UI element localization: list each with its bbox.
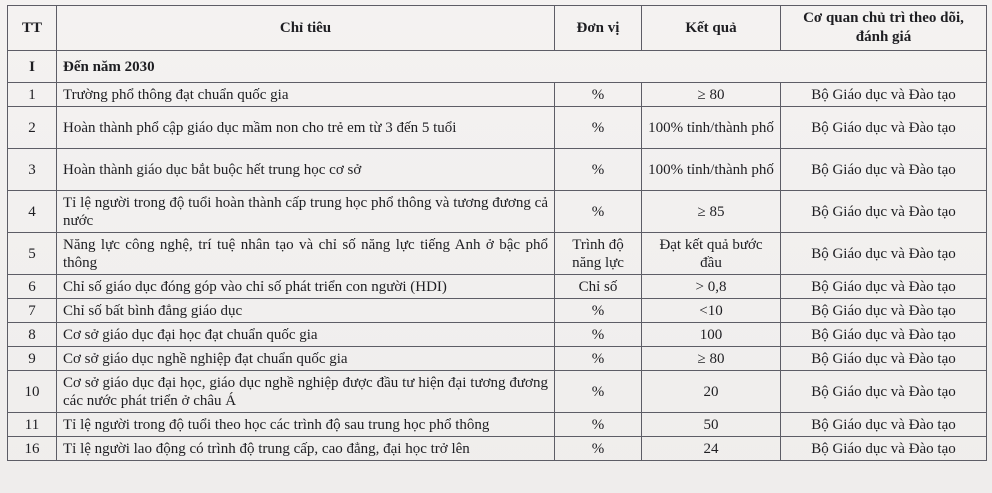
header-chi-tieu: Chỉ tiêu [57, 6, 555, 51]
table-row [8, 347, 987, 371]
row-tt: 2 [8, 107, 57, 149]
row-tt: 9 [8, 347, 57, 371]
row-co-quan: Bộ Giáo dục và Đào tạo [781, 347, 987, 371]
table-row [8, 83, 987, 107]
row-ket-qua: <10 [642, 299, 781, 323]
table-row [8, 437, 987, 461]
table-row [8, 299, 987, 323]
table-row [8, 149, 987, 191]
row-co-quan: Bộ Giáo dục và Đào tạo [781, 299, 987, 323]
header-ket-qua: Kết quả [642, 6, 781, 51]
row-ket-qua: 100% tỉnh/thành phố [642, 107, 781, 149]
row-tt: 1 [8, 83, 57, 107]
row-co-quan: Bộ Giáo dục và Đào tạo [781, 83, 987, 107]
targets-table [7, 5, 987, 461]
header-co-quan: Cơ quan chủ trì theo dõi, đánh giá [781, 6, 987, 51]
row-chi-tieu: Năng lực công nghệ, trí tuệ nhân tạo và chỉ số năng lực tiếng Anh ở bậc phổ thông [57, 233, 555, 275]
row-ket-qua: 20 [642, 371, 781, 413]
section-title: Đến năm 2030 [57, 51, 987, 83]
row-ket-qua: ≥ 80 [642, 83, 781, 107]
row-co-quan: Bộ Giáo dục và Đào tạo [781, 413, 987, 437]
table-row [8, 323, 987, 347]
row-chi-tieu: Tỉ lệ người trong độ tuổi hoàn thành cấp trung học phổ thông và tương đương cả nước [57, 191, 555, 233]
row-co-quan: Bộ Giáo dục và Đào tạo [781, 107, 987, 149]
row-chi-tieu: Tỉ lệ người trong độ tuổi theo học các trình độ sau trung học phổ thông [57, 413, 555, 437]
row-chi-tieu: Cơ sở giáo dục đại học, giáo dục nghề nghiệp được đầu tư hiện đại tương đương các nước phát triển ở châu Á [57, 371, 555, 413]
row-co-quan: Bộ Giáo dục và Đào tạo [781, 437, 987, 461]
row-don-vi: % [555, 371, 642, 413]
row-don-vi: % [555, 191, 642, 233]
row-don-vi: % [555, 323, 642, 347]
row-chi-tieu: Cơ sở giáo dục nghề nghiệp đạt chuẩn quốc gia [57, 347, 555, 371]
table-row [8, 371, 987, 413]
header-don-vi: Đơn vị [555, 6, 642, 51]
row-co-quan: Bộ Giáo dục và Đào tạo [781, 149, 987, 191]
row-tt: 16 [8, 437, 57, 461]
row-co-quan: Bộ Giáo dục và Đào tạo [781, 371, 987, 413]
row-tt: 7 [8, 299, 57, 323]
row-co-quan: Bộ Giáo dục và Đào tạo [781, 323, 987, 347]
row-ket-qua: Đạt kết quả bước đầu [642, 233, 781, 275]
row-don-vi: Trình độ năng lực [555, 233, 642, 275]
row-don-vi: Chỉ số [555, 275, 642, 299]
row-chi-tieu: Hoàn thành giáo dục bắt buộc hết trung học cơ sở [57, 149, 555, 191]
table-row [8, 413, 987, 437]
row-ket-qua: ≥ 85 [642, 191, 781, 233]
row-tt: 3 [8, 149, 57, 191]
table-row [8, 233, 987, 275]
row-ket-qua: 50 [642, 413, 781, 437]
row-don-vi: % [555, 83, 642, 107]
table-row [8, 275, 987, 299]
header-tt: TT [8, 6, 57, 51]
row-co-quan: Bộ Giáo dục và Đào tạo [781, 233, 987, 275]
row-don-vi: % [555, 299, 642, 323]
row-tt: 11 [8, 413, 57, 437]
row-tt: 4 [8, 191, 57, 233]
row-ket-qua: > 0,8 [642, 275, 781, 299]
table-row [8, 107, 987, 149]
section-row [8, 51, 987, 83]
row-co-quan: Bộ Giáo dục và Đào tạo [781, 191, 987, 233]
row-chi-tieu: Trường phổ thông đạt chuẩn quốc gia [57, 83, 555, 107]
row-ket-qua: 100% tỉnh/thành phố [642, 149, 781, 191]
section-number: I [8, 51, 57, 83]
row-don-vi: % [555, 413, 642, 437]
row-tt: 10 [8, 371, 57, 413]
table-row [8, 191, 987, 233]
row-don-vi: % [555, 437, 642, 461]
row-chi-tieu: Chỉ số giáo dục đóng góp vào chỉ số phát triển con người (HDI) [57, 275, 555, 299]
row-ket-qua: ≥ 80 [642, 347, 781, 371]
row-co-quan: Bộ Giáo dục và Đào tạo [781, 275, 987, 299]
row-chi-tieu: Hoàn thành phổ cập giáo dục mầm non cho trẻ em từ 3 đến 5 tuổi [57, 107, 555, 149]
row-tt: 5 [8, 233, 57, 275]
row-ket-qua: 100 [642, 323, 781, 347]
table-header-row [8, 6, 987, 51]
row-don-vi: % [555, 347, 642, 371]
row-chi-tieu: Chỉ số bất bình đẳng giáo dục [57, 299, 555, 323]
row-don-vi: % [555, 149, 642, 191]
row-tt: 8 [8, 323, 57, 347]
row-don-vi: % [555, 107, 642, 149]
row-ket-qua: 24 [642, 437, 781, 461]
row-chi-tieu: Cơ sở giáo dục đại học đạt chuẩn quốc gia [57, 323, 555, 347]
row-tt: 6 [8, 275, 57, 299]
row-chi-tieu: Tỉ lệ người lao động có trình độ trung cấp, cao đẳng, đại học trở lên [57, 437, 555, 461]
